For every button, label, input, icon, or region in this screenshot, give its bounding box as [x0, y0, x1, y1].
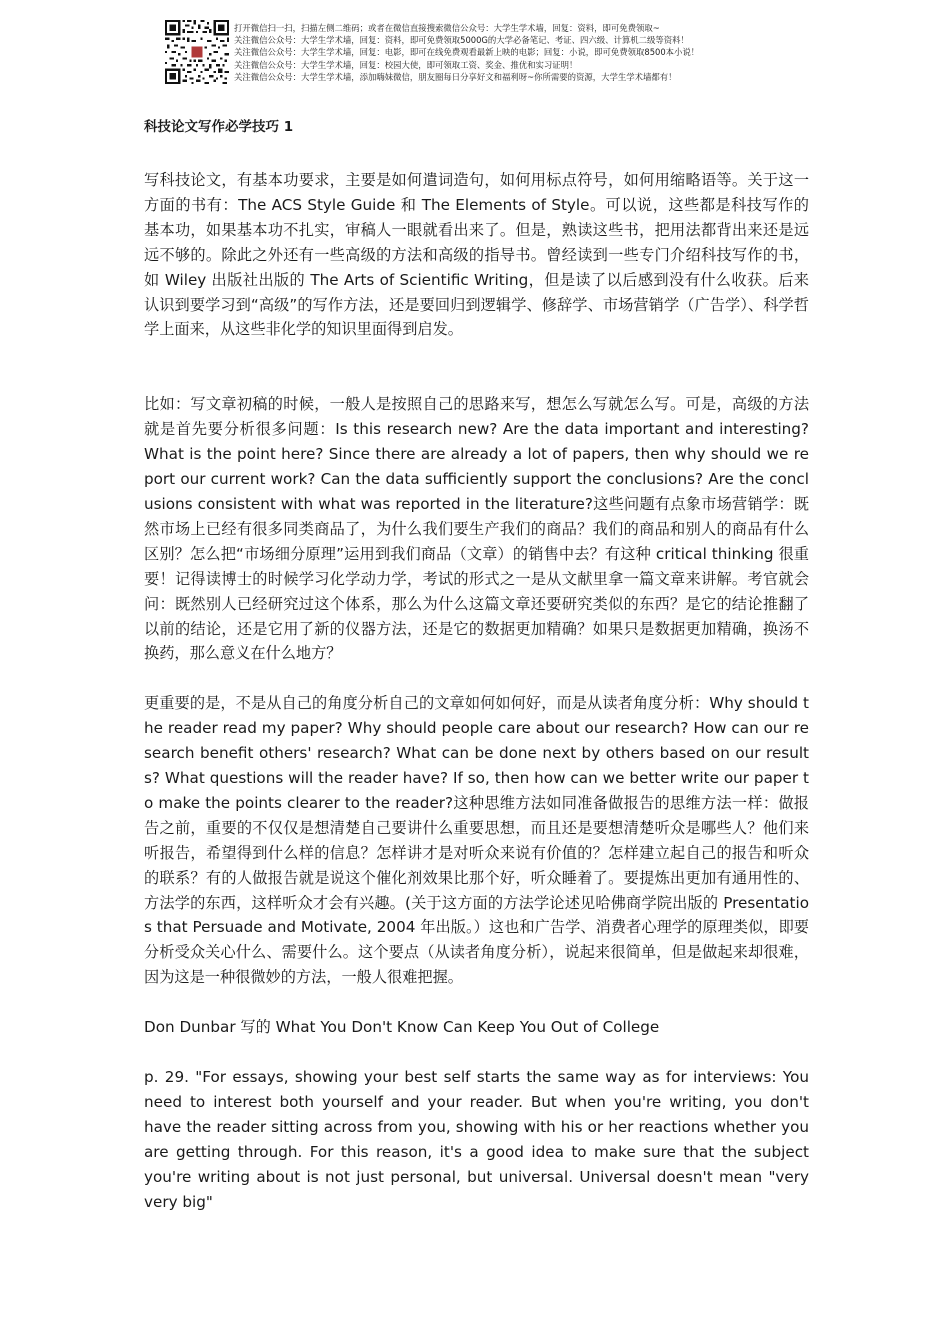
document-title: 科技论文写作必学技巧 1 — [144, 119, 294, 135]
paragraph: 比如：写文章初稿的时候，一般人是按照自己的思路来写，想怎么写就怎么写。可是，高级的方法就是首先要分析很多问题：Is this research new? Are the data important and interesting? What is the point here? Since there are already a lot of papers, then why should we report our current work? Can the data sufficiently support the conclusions? Are the conclusions consistent with what was reported in the literature?这些问题有点象市场营销学：既然市场上已经有很多同类商品了，为什么我们要生产我们的商品？我们的商品和别人的商品有什么区别？怎么把“市场细分原理”运用到我们商品（文章）的销售中去？有这种 critical thinking 很重要！记得读博士的时候学习化学动力学，考试的形式之一是从文献里拿一篇文章来讲解。考官就会问：既然别人已经研究过这个体系，那么为什么这篇文章还要研究类似的东西？是它的结论推翻了以前的结论，还是它用了新的仪器方法，还是它的数据更加精确？如果只是数据更加精确，换汤不换药，那么意义在什么地方？ — [144, 395, 809, 663]
promo-line: 关注微信公众号：大学生学术墙，回复：校园大使，即可领取工资、奖金、推优和实习证明！ — [234, 59, 578, 70]
paragraph: 写科技论文，有基本功要求，主要是如何遣词造句，如何用标点符号，如何用缩略语等。关于这一方面的书有：The ACS Style Guide 和 The Elements of Style。可以说，这些都是科技写作的基本功，如果基本功不扎实，审稿人一眼就看出来了。但是，熟读这些书，把用法都背出来还是远远不够的。除此之外还有一些高级的方法和高级的指导书。曾经读到一些专门介绍科技写作的书，如 Wiley 出版社出版的 The Arts of Scientific Writing，但是读了以后感到没有什么收获。后来认识到要学习到“高级”的写作方法，还是要回归到逻辑学、修辞学、市场营销学（广告学）、科学哲学上面来，从这些非化学的知识里面得到启发。 — [144, 171, 809, 339]
paragraph: 更重要的是，不是从自己的角度分析自己的文章如何如何好，而是从读者角度分析：Why should the reader read my paper? Why should people care about our research? How can our research benefit others' research? What can be done next by others based on our results? What questions will the reader have? If so, then how can we better write our paper to make the points clearer to the reader?这种思维方法如同准备做报告的思维方法一样：做报告之前，重要的不仅仅是想清楚自己要讲什么重要思想，而且还是要想清楚听众是哪些人？他们来听报告，希望得到什么样的信息？怎样讲才是对听众来说有价值的？怎样建立起自己的报告和听众的联系？有的人做报告就是说这个催化剂效果比那个好，听众睡着了。要提炼出更加有通用性的、方法学的东西，这样听众才会有兴趣。(关于这方面的方法学论述见哈佛商学院出版的 Presentatios that Persuade and Motivate, 2004 年出版。）这也和广告学、消费者心理学的原理类似，即要分析受众关心什么、需要什么。这个要点（从读者角度分析），说起来很简单，但是做起来却很难，因为这是一种很微妙的方法，一般人很难把握。 — [144, 694, 809, 987]
spacer — [144, 1040, 809, 1065]
spacer — [144, 666, 809, 691]
promo-line: 打开微信扫一扫，扫描左侧二维码；或者在微信直接搜索微信公众号：大学生学术墙，回复：资料，即可免费领取~ — [234, 23, 660, 33]
promo-header — [165, 20, 765, 86]
spacer — [144, 342, 809, 392]
qr-code-icon — [165, 20, 229, 84]
promo-line: 关注微信公众号：大学生学术墙，回复：电影，即可在线免费观看最新上映的电影；回复：小说，即可免费领取8500本小说！ — [234, 47, 700, 58]
promo-line: 关注微信公众号：大学生学术墙，添加嗨妹微信，朋友圈每日分享好文和福利呀~你所需要的资源，大学生学术墙都有！ — [234, 71, 677, 82]
promo-line: 关注微信公众号：大学生学术墙，回复：资料，即可免费领取5000G的大学必备笔记、考证、四六级、计算机二级等资料！ — [234, 35, 689, 46]
promo-lines — [234, 22, 774, 83]
paragraph: p. 29. "For essays, showing your best self starts the same way as for interviews: You need to interest both yourself and your reader. But when you're writing, you don't have the reader sitting across from you, showing with his or her reactions whether you are getting through. For this reason, it's a good idea to make sure that the subject you're writing about is not just personal, but universal. Universal doesn't mean "very very big" — [144, 1068, 809, 1211]
paragraph: Don Dunbar 写的 What You Don't Know Can Keep You Out of College — [144, 1018, 660, 1037]
spacer — [144, 990, 809, 1015]
document-body — [144, 116, 809, 1215]
